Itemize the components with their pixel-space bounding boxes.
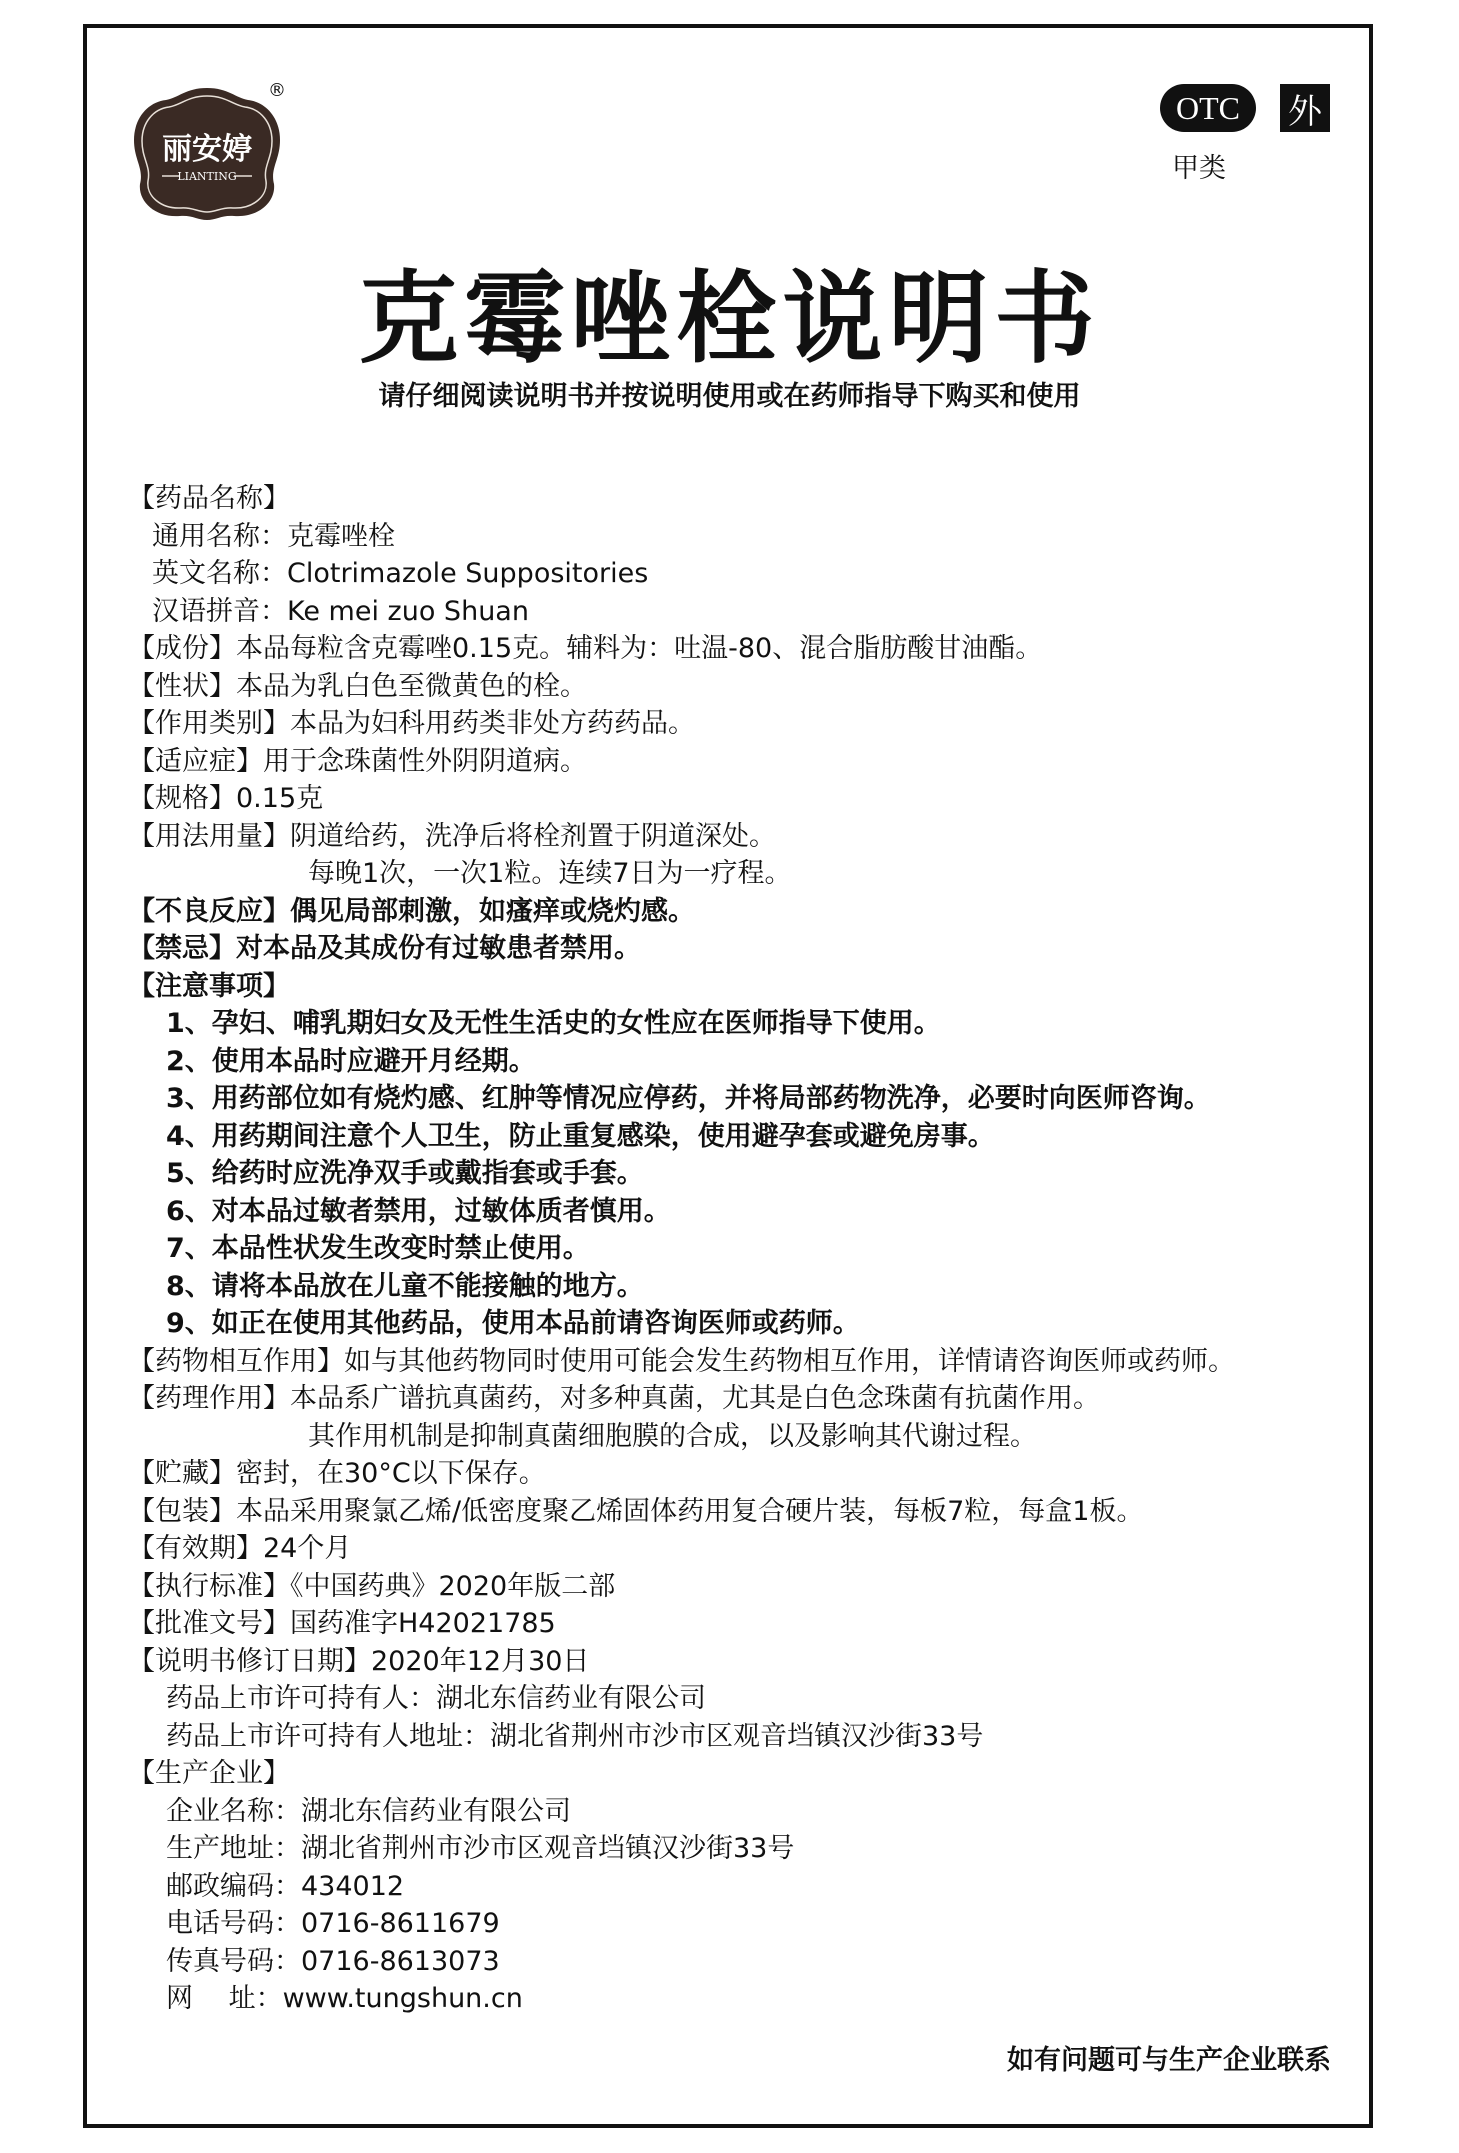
leaflet-line: 【药物相互作用】如与其他药物同时使用可能会发生药物相互作用，详情请咨询医师或药师。 <box>128 1345 1235 1377</box>
leaflet-line: 【禁忌】对本品及其成份有过敏患者禁用。 <box>128 933 641 964</box>
leaflet-content <box>128 480 1235 2018</box>
footer-note: 如有问题可与生产企业联系 <box>1007 2045 1331 2076</box>
brand-name: 丽安婷 <box>162 132 252 167</box>
leaflet-line: 【执行标准】《中国药典》2020年版二部 <box>128 1570 616 1602</box>
brand-logo <box>130 84 284 222</box>
leaflet-line: 2、使用本品时应避开月经期。 <box>166 1045 536 1077</box>
leaflet-line: 3、用药部位如有烧灼感、红肿等情况应停药，并将局部药物洗净，必要时向医师咨询。 <box>166 1083 1211 1114</box>
leaflet-line: 邮政编码：434012 <box>166 1870 405 1902</box>
leaflet-line: 每晚1次，一次1粒。连续7日为一疗程。 <box>308 858 792 889</box>
leaflet-line: 汉语拼音：Ke mei zuo Shuan <box>152 595 529 627</box>
otc-badge: OTC <box>1160 84 1256 132</box>
leaflet-line: 【用法用量】阴道给药，洗净后将栓剂置于阴道深处。 <box>128 820 776 852</box>
page-title: 克霉唑栓说明书 <box>358 260 1101 377</box>
leaflet-line: 【有效期】24个月 <box>128 1533 352 1564</box>
brand-sub: LIANTING <box>177 170 237 183</box>
leaflet-line: 【不良反应】偶见局部刺激，如瘙痒或烧灼感。 <box>128 895 695 927</box>
leaflet-line: 【说明书修订日期】2020年12月30日 <box>128 1645 590 1677</box>
leaflet-line: 【包装】本品采用聚氯乙烯/低密度聚乙烯固体药用复合硬片装，每板7粒，每盒1板。 <box>128 1495 1144 1527</box>
leaflet-line: 1、孕妇、哺乳期妇女及无性生活史的女性应在医师指导下使用。 <box>166 1008 941 1039</box>
leaflet-line: 【作用类别】本品为妇科用药类非处方药药品。 <box>128 708 695 739</box>
leaflet-line: 【药理作用】本品系广谱抗真菌药，对多种真菌，尤其是白色念珠菌有抗菌作用。 <box>128 1383 1100 1414</box>
leaflet-line: 8、请将本品放在儿童不能接触的地方。 <box>166 1270 644 1302</box>
external-use-badge: 外 <box>1280 84 1330 132</box>
registered-mark: ® <box>268 80 286 101</box>
leaflet-line: 【成份】本品每粒含克霉唑0.15克。辅料为：吐温-80、混合脂肪酸甘油酯。 <box>128 633 1043 664</box>
leaflet-line: 【性状】本品为乳白色至微黄色的栓。 <box>128 670 587 702</box>
leaflet-line: 英文名称：Clotrimazole Suppositories <box>152 558 649 589</box>
leaflet-line: 【批准文号】国药准字H42021785 <box>128 1608 556 1639</box>
leaflet-line: 【贮藏】密封，在30°C以下保存。 <box>128 1458 546 1489</box>
leaflet-line: 传真号码：0716-8613073 <box>166 1945 500 1977</box>
leaflet-line: 药品上市许可持有人：湖北东信药业有限公司 <box>166 1683 706 1714</box>
page-subtitle: 请仔细阅读说明书并按说明使用或在药师指导下购买和使用 <box>378 381 1081 412</box>
leaflet-line: 【注意事项】 <box>128 970 290 1002</box>
leaflet-line: 企业名称：湖北东信药业有限公司 <box>166 1795 571 1827</box>
leaflet-line: 电话号码：0716-8611679 <box>166 1908 500 1939</box>
leaflet-line: 5、给药时应洗净双手或戴指套或手套。 <box>166 1158 644 1189</box>
leaflet-line: 生产地址：湖北省荆州市沙市区观音垱镇汉沙街33号 <box>166 1833 795 1864</box>
leaflet-line: 通用名称：克霉唑栓 <box>152 520 395 552</box>
leaflet-line: 【药品名称】 <box>128 483 290 514</box>
leaflet-line: 【规格】0.15克 <box>128 783 324 814</box>
leaflet-line: 4、用药期间注意个人卫生，防止重复感染，使用避孕套或避免房事。 <box>166 1120 995 1152</box>
leaflet-line: 【适应症】用于念珠菌性外阴阴道病。 <box>128 745 587 777</box>
leaflet-line: 7、本品性状发生改变时禁止使用。 <box>166 1233 590 1264</box>
leaflet-line: 6、对本品过敏者禁用，过敏体质者慎用。 <box>166 1195 671 1227</box>
leaflet-line: 其作用机制是抑制真菌细胞膜的合成，以及影响其代谢过程。 <box>308 1420 1037 1452</box>
leaflet-line: 网 址：www.tungshun.cn <box>166 1983 523 2014</box>
leaflet-line: 【生产企业】 <box>128 1758 290 1789</box>
leaflet-line: 9、如正在使用其他药品，使用本品前请咨询医师或药师。 <box>166 1308 860 1339</box>
leaflet-line: 药品上市许可持有人地址：湖北省荆州市沙市区观音垱镇汉沙街33号 <box>166 1720 984 1752</box>
otc-category: 甲类 <box>1172 153 1226 184</box>
